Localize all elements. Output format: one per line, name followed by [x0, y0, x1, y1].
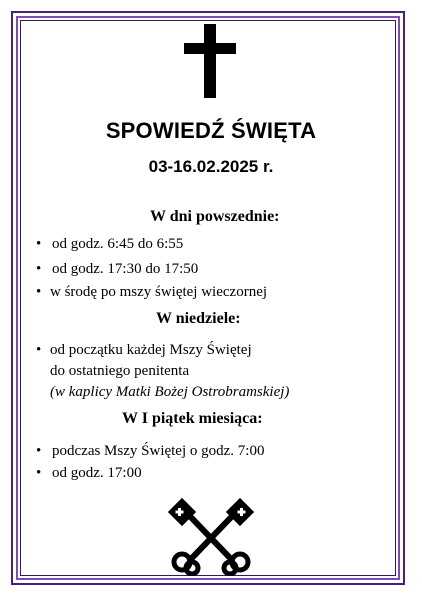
bullet: • — [36, 465, 42, 481]
weekday-item — [36, 282, 267, 302]
first-friday-item-text: od godz. 17:00 — [52, 465, 142, 481]
first-friday-heading: W I piątek miesiąca: — [122, 410, 263, 427]
bullet: • — [36, 261, 42, 277]
first-friday-item — [36, 441, 264, 461]
cross-icon — [182, 24, 238, 98]
sundays-heading: W niedziele: — [156, 310, 241, 327]
date-range: 03-16.02.2025 r. — [148, 157, 274, 176]
weekday-item-text: w środę po mszy świętej wieczornej — [50, 284, 268, 300]
sunday-line-3: (w kaplicy Matki Bożej Ostrobramskiej) — [50, 384, 290, 400]
first-friday-item — [36, 463, 142, 483]
crossed-keys-icon — [168, 496, 254, 576]
weekday-item — [36, 259, 198, 279]
first-friday-item-text: podczas Mszy Świętej o godz. 7:00 — [52, 443, 265, 459]
sunday-line-2: do ostatniego penitenta — [50, 363, 190, 379]
bullet: • — [36, 443, 42, 459]
bullet: • — [36, 284, 42, 300]
weekday-item — [36, 234, 183, 254]
sunday-line-1: od początku każdej Mszy Świętej — [50, 342, 252, 358]
page-title: SPOWIEDŹ ŚWIĘTA — [105, 118, 317, 143]
weekday-item-text: od godz. 6:45 do 6:55 — [52, 236, 184, 252]
bullet: • — [36, 236, 42, 252]
sunday-item — [36, 340, 252, 360]
bullet: • — [36, 342, 42, 358]
weekday-item-text: od godz. 17:30 do 17:50 — [52, 261, 199, 277]
weekdays-heading: W dni powszednie: — [150, 208, 280, 225]
